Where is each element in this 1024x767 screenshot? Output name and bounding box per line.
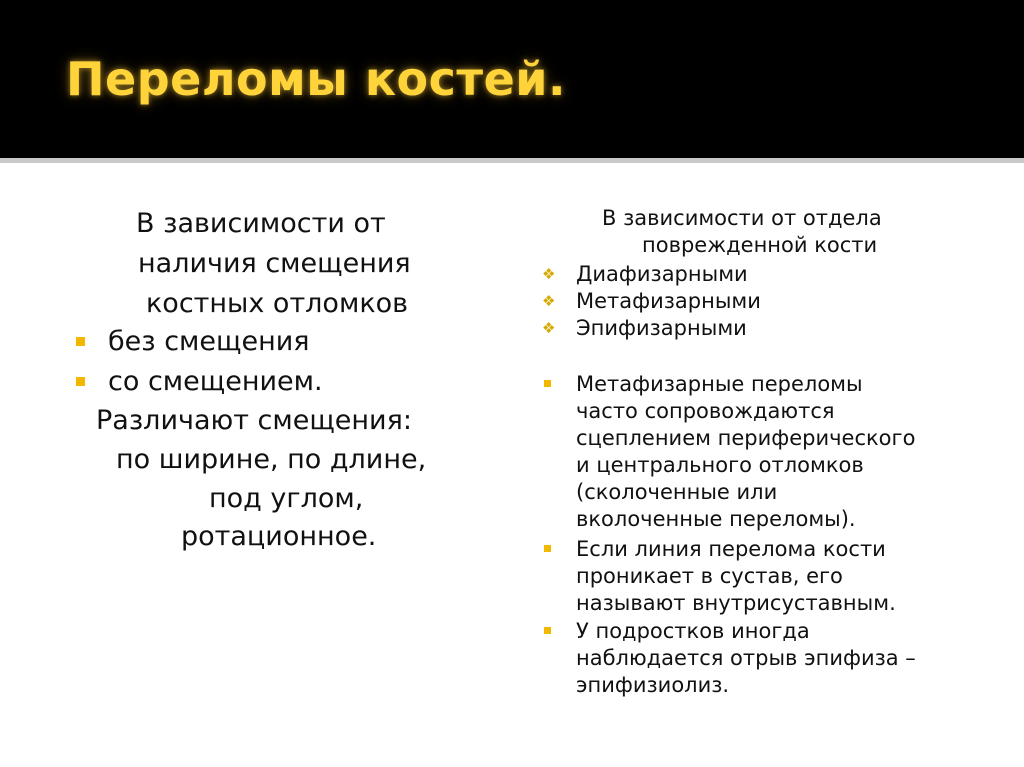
- diamond-bullet-icon: ❖: [542, 319, 556, 337]
- left-heading-line: костных отломков: [146, 288, 409, 319]
- fracture-type-item: Метафизарными: [576, 289, 761, 313]
- right-bullet-line: наблюдается отрыв эпифиза –: [576, 646, 916, 670]
- fracture-type-item: Эпифизарными: [576, 316, 747, 340]
- diamond-bullet-icon: ❖: [542, 265, 556, 283]
- right-bullet-line: называют внутрисуставным.: [576, 591, 896, 615]
- right-heading-line: поврежденной кости: [642, 233, 878, 257]
- square-bullet-icon: [76, 377, 85, 386]
- title-divider: [0, 158, 1024, 163]
- left-bullet-item: со смещением.: [108, 366, 323, 397]
- right-bullet-line: Метафизарные переломы: [576, 372, 863, 396]
- left-text-line: по ширине, по длине,: [116, 444, 427, 475]
- slide-title: Переломы костей.: [66, 52, 566, 106]
- left-bullet-item: без смещения: [108, 326, 310, 357]
- left-heading-line: наличия смещения: [138, 248, 411, 279]
- square-bullet-icon: [544, 545, 551, 552]
- square-bullet-icon: [76, 337, 85, 346]
- diamond-bullet-icon: ❖: [542, 292, 556, 310]
- right-bullet-line: Если линия перелома кости: [576, 537, 886, 561]
- right-bullet-line: (сколоченные или: [576, 480, 778, 504]
- right-bullet-line: и центрального отломков: [576, 453, 864, 477]
- right-bullet-line: вколоченные переломы).: [576, 507, 856, 531]
- left-text-line: под углом,: [209, 483, 364, 514]
- right-bullet-line: проникает в сустав, его: [576, 564, 843, 588]
- left-heading-line: В зависимости от: [136, 208, 386, 239]
- right-heading-line: В зависимости от отдела: [602, 206, 882, 230]
- right-bullet-line: эпифизиолиз.: [576, 673, 730, 697]
- square-bullet-icon: [544, 627, 551, 634]
- fracture-type-item: Диафизарными: [576, 262, 748, 286]
- title-bar: [0, 0, 1024, 158]
- right-bullet-line: часто сопровождаются: [576, 399, 835, 423]
- right-bullet-line: сцеплением периферического: [576, 426, 916, 450]
- left-text-line: Различают смещения:: [96, 405, 412, 436]
- right-bullet-line: У подростков иногда: [576, 619, 810, 643]
- left-text-line: ротационное.: [181, 521, 377, 552]
- square-bullet-icon: [544, 380, 551, 387]
